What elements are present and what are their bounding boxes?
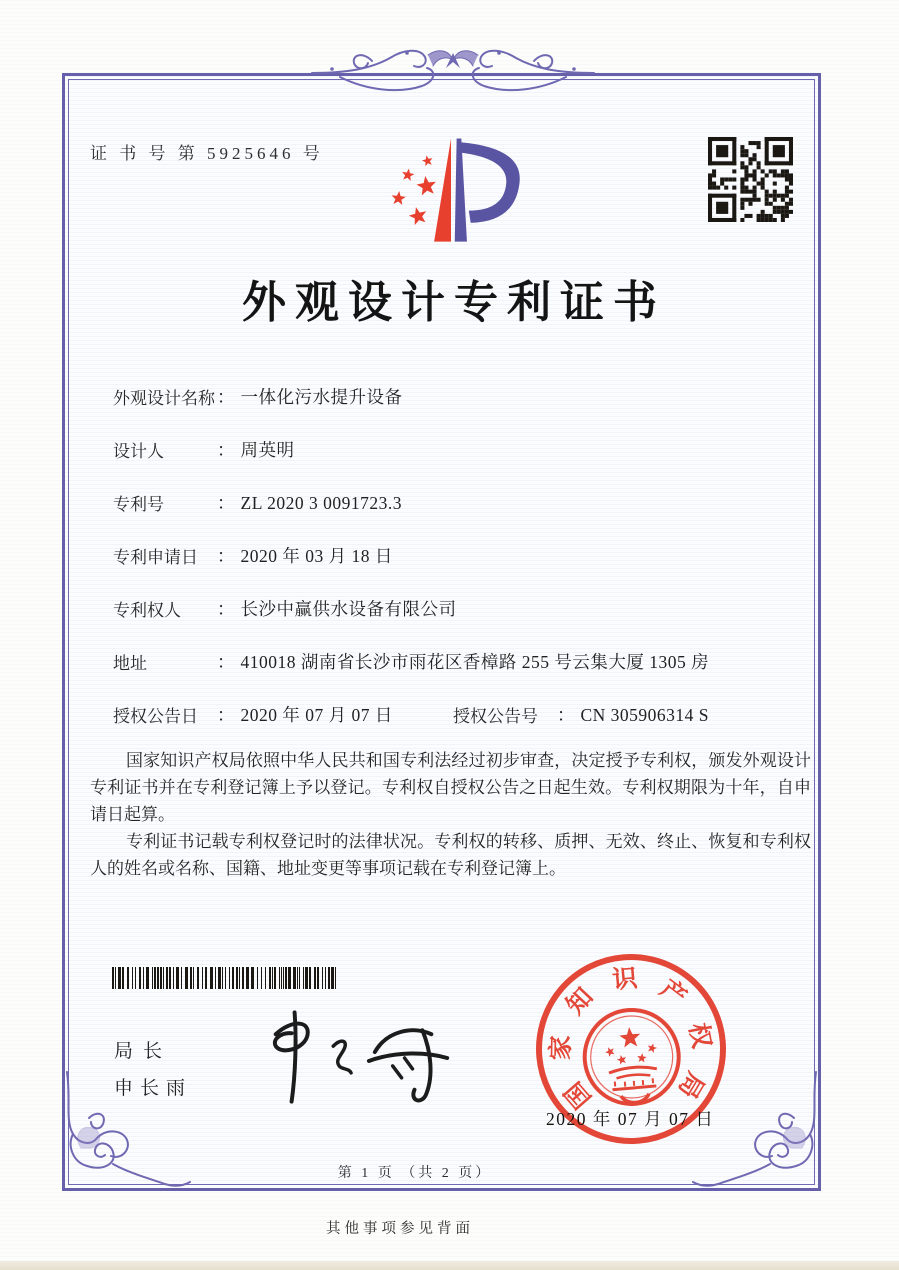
field-label: 授权公告号 xyxy=(453,707,538,726)
field-value: 长沙中赢供水设备有限公司 xyxy=(240,599,457,619)
qr-code xyxy=(708,137,793,222)
field-value: ZL 2020 3 0091723.3 xyxy=(240,493,402,513)
field-colon: ： xyxy=(217,705,235,725)
seal-national-emblem xyxy=(581,1006,683,1108)
director-signature xyxy=(248,1008,466,1108)
field-colon: ： xyxy=(217,652,235,672)
field-label: 地址 xyxy=(113,654,147,673)
svg-text:局: 局 xyxy=(672,1067,709,1103)
field-colon: ： xyxy=(217,599,235,619)
field-value: 一体化污水提升设备 xyxy=(240,387,403,407)
field-label: 授权公告日 xyxy=(113,707,198,726)
field-label: 专利申请日 xyxy=(113,548,198,567)
back-note: 其他事项参见背面 xyxy=(326,1221,474,1237)
certificate-number: 证 书 号 第 5925646 号 xyxy=(90,144,324,163)
field-label: 设计人 xyxy=(113,442,164,461)
field-colon: ： xyxy=(217,493,235,513)
page-number: 第 1 页 （共 2 页） xyxy=(337,1166,493,1181)
field-value: 2020 年 07 月 07 日 xyxy=(240,705,393,725)
logo-blue-stem xyxy=(455,138,467,241)
svg-text:权: 权 xyxy=(683,1020,715,1051)
svg-text:识: 识 xyxy=(611,965,639,995)
field-grant-number xyxy=(453,702,709,727)
field-label: 专利号 xyxy=(113,495,164,514)
field-value: 周英明 xyxy=(240,440,295,460)
field-colon: ： xyxy=(217,387,235,407)
barcode xyxy=(112,967,338,989)
director-name: 申长雨 xyxy=(114,1078,193,1099)
field-label: 专利权人 xyxy=(113,601,181,620)
field-row-patentee xyxy=(113,596,813,649)
legal-paragraph-2: 专利证书记载专利权登记时的法律状况。专利权的转移、质押、无效、终止、恢复和专利权人的姓名或名称、国籍、地址变更等事项记载在专利登记簿上。 xyxy=(90,832,811,878)
field-row-filing-date xyxy=(113,543,813,596)
legal-paragraph-1: 国家知识产权局依照中华人民共和国专利法经过初步审查，决定授予专利权，颁发外观设计专利证书并在专利登记簿上予以登记。专利权自授权公告之日起生效。专利权期限为十年，自申请日起算。 xyxy=(90,751,811,824)
svg-text:产: 产 xyxy=(654,975,691,1012)
field-colon: ： xyxy=(557,705,575,725)
field-row-designer xyxy=(113,437,813,490)
field-row-patent-number xyxy=(113,490,813,543)
seal-date: 2020 年 07 月 07 日 xyxy=(546,1109,715,1129)
certificate-title: 外观设计专利证书 xyxy=(242,278,666,327)
border-ornament-top xyxy=(310,46,596,104)
director-title: 局长 xyxy=(114,1041,173,1062)
field-colon: ： xyxy=(217,440,235,460)
certificate-fields xyxy=(113,384,813,755)
field-row-address xyxy=(113,649,813,702)
logo-blue-bowl xyxy=(459,142,519,223)
cnipa-logo xyxy=(376,131,526,249)
legal-text xyxy=(90,747,811,882)
logo-stars xyxy=(392,155,436,225)
field-value: 410018 湖南省长沙市雨花区香樟路 255 号云集大厦 1305 房 xyxy=(240,652,710,672)
logo-red-wedge xyxy=(434,138,451,241)
svg-text:国: 国 xyxy=(560,1076,597,1113)
field-value: 2020 年 03 月 18 日 xyxy=(240,546,393,566)
svg-text:家: 家 xyxy=(547,1035,576,1061)
field-row-design-name xyxy=(113,384,813,437)
field-colon: ： xyxy=(217,546,235,566)
scan-edge xyxy=(0,1261,899,1270)
field-label: 外观设计名称 xyxy=(113,389,215,408)
svg-text:知: 知 xyxy=(561,983,599,1020)
field-value: CN 305906314 S xyxy=(580,705,710,725)
